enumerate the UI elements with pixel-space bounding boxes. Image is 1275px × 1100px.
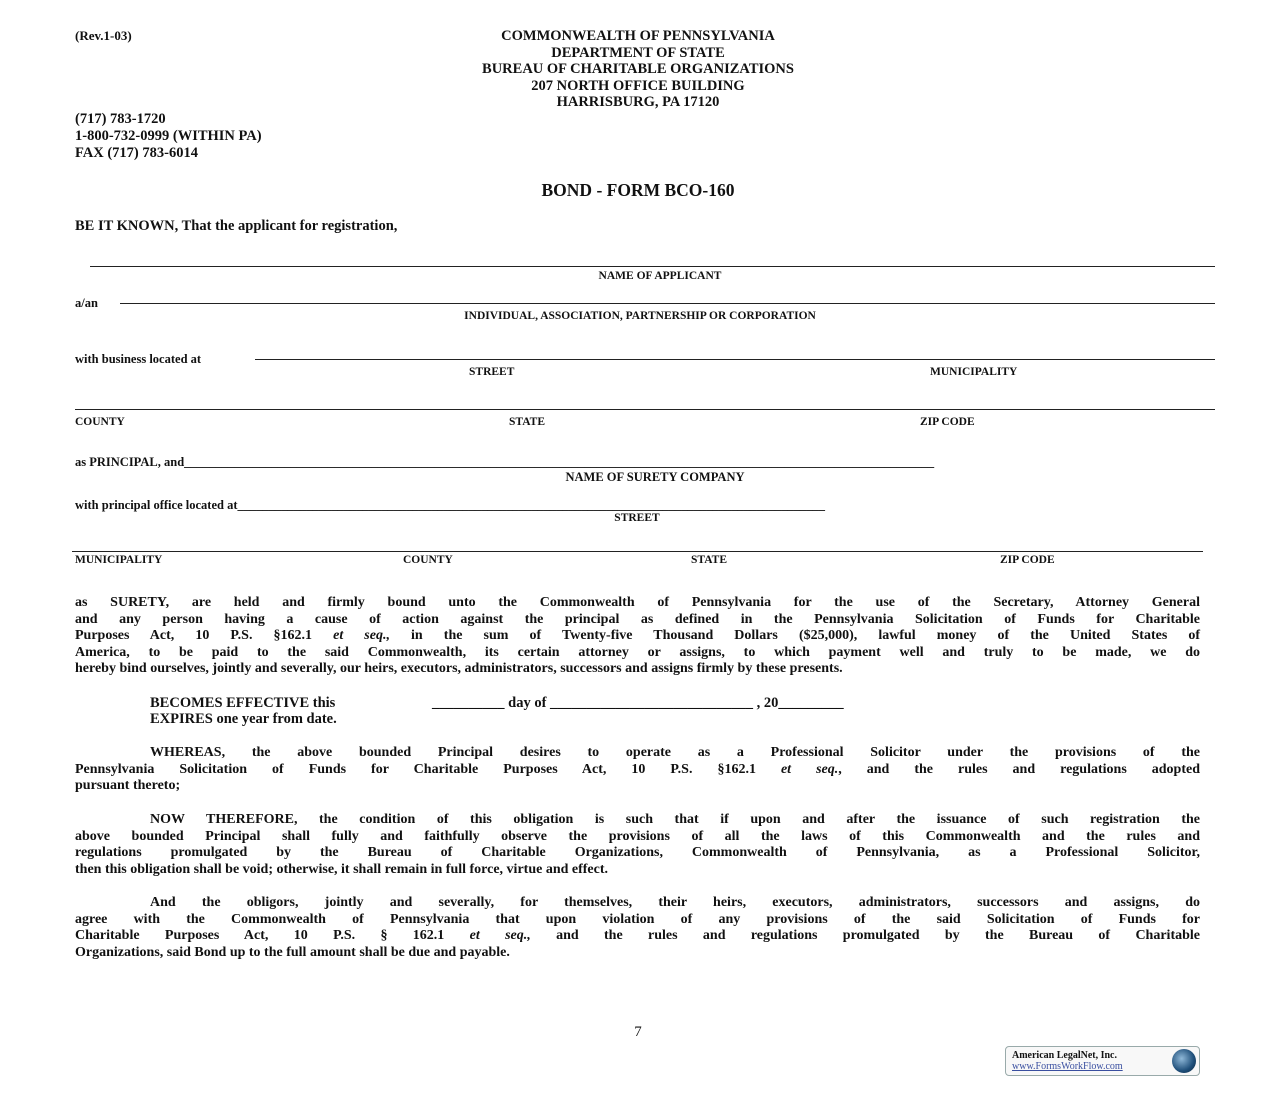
agency-line: DEPARTMENT OF STATE: [551, 44, 725, 61]
agency-header: [482, 28, 794, 111]
text-segment: regulations promulgated by the Bureau of Charitable Organizations, Commonwealth of Pennsylvania, as a Professional Solicitor,: [75, 845, 1200, 861]
business-address-line[interactable]: [255, 359, 1215, 360]
expires-label: EXPIRES one year from date.: [150, 711, 337, 727]
business-located-label: with business located at: [75, 352, 202, 366]
paragraph-line: [75, 829, 1200, 846]
agency-line: HARRISBURG, PA 17120: [556, 94, 720, 111]
revision-label: (Rev.1-03): [75, 28, 132, 43]
logo-url-link[interactable]: www.FormsWorkFlow.com: [1012, 1061, 1123, 1072]
american-legalnet-logo[interactable]: [1005, 1046, 1200, 1076]
text-segment: and any person having a cause of action against the principal as defined in the Pennsylvania Solicitation of Funds for Charitable: [75, 611, 1200, 627]
italic-citation: et seq.,: [333, 628, 390, 644]
form-title: BOND - FORM BCO-160: [541, 180, 735, 200]
text-segment: , and the rules and regulations adopted: [838, 761, 1201, 777]
text-segment: NOW THEREFORE, the condition of this obligation is such that if upon and after the issuance of such registration the: [150, 812, 1200, 827]
a-an-label: a/an: [75, 296, 98, 310]
paragraph-line: [75, 778, 1200, 795]
state-label: STATE: [509, 416, 546, 428]
surety-address-line[interactable]: [72, 551, 1203, 552]
zip-label: ZIP CODE: [920, 416, 975, 428]
text-segment: Pennsylvania Solicitation of Funds for Charitable Purposes Act, 10 P.S. §162.1: [75, 761, 781, 777]
text-segment: WHEREAS, the above bounded Principal desires to operate as a Professional Solicitor under the provisions of the: [150, 745, 1200, 760]
paragraph-line: [75, 595, 1200, 612]
paragraph-line: [75, 945, 1200, 962]
phone-line: (717) 783-1720: [75, 111, 166, 127]
paragraph-line: [75, 645, 1200, 662]
paragraph-line: [75, 661, 1200, 678]
whereas-paragraph: [75, 745, 1200, 795]
county-state-zip-line[interactable]: [75, 409, 1215, 410]
text-segment: America, to be paid to the said Commonwealth, its certain attorney or assigns, to which payment well and truly to be made, we do: [75, 644, 1200, 660]
paragraph-line: [75, 895, 1200, 912]
county-label: COUNTY: [75, 416, 125, 428]
entity-type-label: INDIVIDUAL, ASSOCIATION, PARTNERSHIP OR CORPORATION: [464, 310, 816, 322]
text-segment: hereby bind ourselves, jointly and severally, our heirs, executors, administrators, successors and assigns firmly by these presents.: [75, 661, 843, 677]
phone-line: 1-800-732-0999 (WITHIN PA): [75, 127, 262, 144]
paragraph-line: [75, 762, 1200, 779]
paragraph-line: [75, 612, 1200, 629]
now-therefore-paragraph: [75, 812, 1200, 878]
page-number: 7: [634, 1024, 642, 1040]
agency-line: BUREAU OF CHARITABLE ORGANIZATIONS: [482, 61, 794, 78]
zip-label-2: ZIP CODE: [1000, 554, 1055, 566]
contact-phones: [75, 111, 262, 161]
italic-citation: et seq.,: [469, 928, 531, 944]
surety-paragraph: [75, 595, 1200, 678]
text-segment: in the sum of Twenty-five Thousand Dollars ($25,000), lawful money of the United States of: [389, 628, 1201, 644]
becomes-effective-label: BECOMES EFFECTIVE this: [150, 695, 336, 711]
text-segment: And the obligors, jointly and severally, for themselves, their heirs, executors, administrators, successors and assigns, do: [150, 895, 1200, 910]
text-segment: agree with the Commonwealth of Pennsylvania that upon violation of any provisions of the said Solicitation of Funds for: [75, 911, 1200, 927]
paragraph-line: [75, 628, 1200, 645]
surety-company-label: NAME OF SURETY COMPANY: [565, 470, 745, 484]
paragraph-line: [75, 745, 1200, 762]
street-label-2: STREET: [614, 512, 660, 524]
phone-line: FAX (717) 783-6014: [75, 144, 198, 161]
principal-office-field[interactable]: with principal office located at______________________________________________________________________________________________: [75, 498, 825, 512]
paragraph-line: [75, 928, 1200, 945]
applicant-name-line[interactable]: [90, 266, 1215, 267]
entity-type-line[interactable]: [120, 303, 1215, 304]
agency-line: COMMONWEALTH OF PENNSYLVANIA: [501, 28, 775, 44]
italic-citation: et seq.: [780, 761, 839, 777]
globe-icon: [1172, 1049, 1196, 1073]
text-segment: pursuant thereto;: [75, 778, 181, 794]
text-segment: then this obligation shall be void; otherwise, it shall remain in full force, virtue and effect.: [75, 861, 609, 877]
principal-surety-field[interactable]: as PRINCIPAL, and________________________________________________________________________________________________________________________: [75, 455, 935, 469]
municipality-label-2: MUNICIPALITY: [75, 554, 163, 566]
logo-company-name: American LegalNet, Inc.: [1012, 1050, 1117, 1061]
paragraph-line: [75, 812, 1200, 829]
text-segment: Organizations, said Bond up to the full amount shall be due and payable.: [75, 944, 510, 960]
municipality-label: MUNICIPALITY: [930, 366, 1018, 378]
state-label-2: STATE: [691, 554, 728, 566]
county-label-2: COUNTY: [403, 554, 453, 566]
effective-date-field[interactable]: __________ day of ____________________________ , 20_________: [432, 695, 844, 711]
text-segment: as SURETY, are held and firmly bound unto the Commonwealth of Pennsylvania for the use of the Secretary, Attorney General: [75, 595, 1200, 610]
text-segment: Purposes Act, 10 P.S. §162.1: [75, 628, 334, 644]
agency-line: 207 NORTH OFFICE BUILDING: [531, 77, 745, 94]
text-segment: and the rules and regulations promulgated by the Bureau of Charitable: [530, 928, 1200, 944]
intro-text: BE IT KNOWN, That the applicant for registration,: [75, 218, 398, 234]
paragraph-line: [75, 912, 1200, 929]
text-segment: above bounded Principal shall fully and faithfully observe the provisions of all the laws of this Commonwealth and the rules and: [75, 828, 1200, 844]
paragraph-line: [75, 845, 1200, 862]
obligors-paragraph: [75, 895, 1200, 961]
text-segment: Charitable Purposes Act, 10 P.S. § 162.1: [75, 928, 470, 944]
paragraph-line: [75, 862, 1200, 879]
street-label: STREET: [469, 366, 515, 378]
applicant-name-label: NAME OF APPLICANT: [598, 270, 722, 282]
